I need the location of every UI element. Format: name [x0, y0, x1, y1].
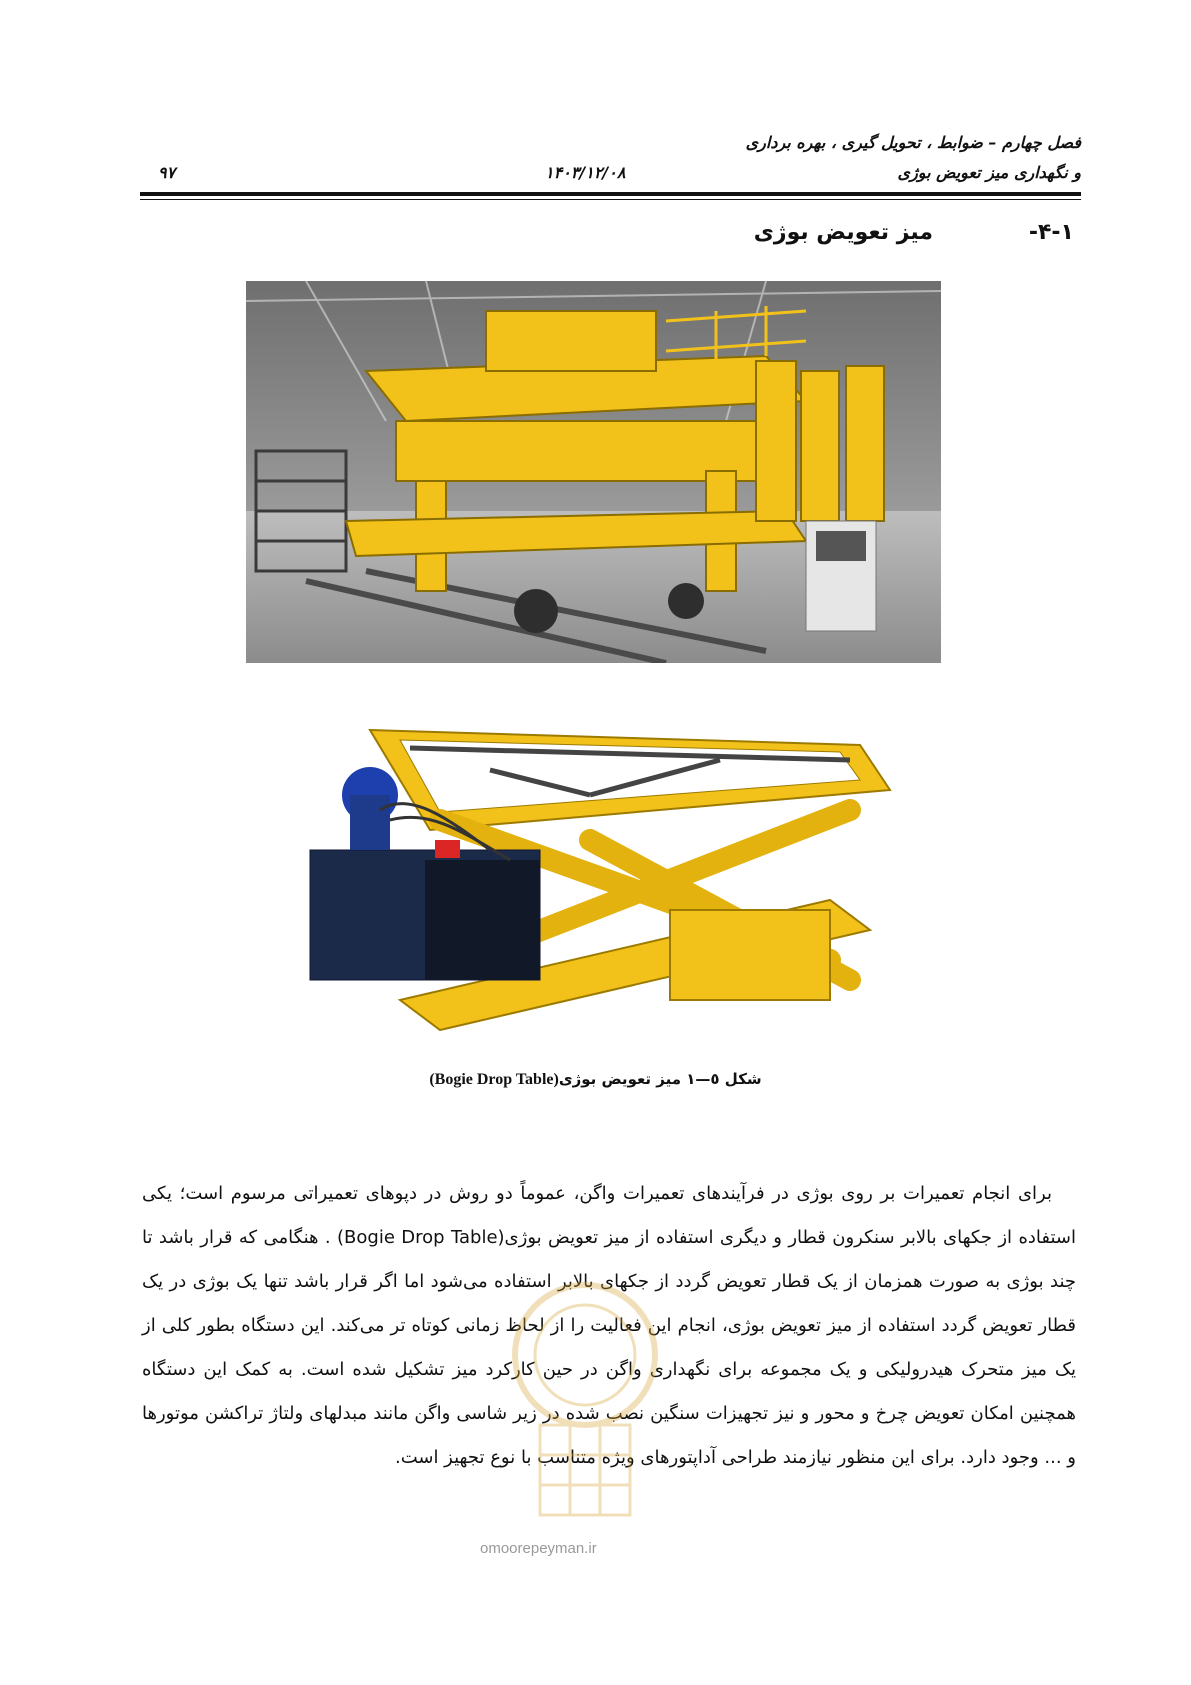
logo-seal-icon: [500, 1275, 670, 1525]
figure-caption-fa: شکل ٥—۱ میز تعویض بوژی: [558, 1070, 762, 1088]
scissor-table-illustration: [290, 700, 930, 1060]
body-paragraph: برای انجام تعمیرات بر روی بوژی در فرآیندهای تعمیرات واگن، عموماً دو روش در دپوهای تعمیراتی مرسوم است؛ یکی استفاده از جکهای بالابر سنکرون قطار و دیگری استفاده از میز تعویض بوژی(Bogie Drop Table) . هنگامی که قرار باشد تا چند بوژی به صورت همزمان از یک قطار تعویض گردد از جکهای بالابر استفاده می‌شود اما اگر قرار باشد تنها یک بوژی در یک قطار تعویض گردد استفاده از میز تعویض بوژی، انجام این فعالیت را از لحاظ زمانی کوتاه تر می‌کند. این دستگاه بطور کلی از یک میز متحرک هیدرولیکی و یک مجموعه برای نگهداری واگن در حین کارکرد میز تشکیل شده است. به کمک این دستگاه همچنین امکان تعویض چرخ و محور و نیز تجهیزات سنگین نصب شده در زیر شاسی واگن مانند مبدلهای ولتاژ تراکشن موتورها و ... وجود دارد. برای این منظور نیازمند طراحی آداپتورهای ویژه متناسب با نوع تجهیز است.: [142, 1183, 1076, 1468]
page-number: ۹۷: [158, 163, 176, 182]
bogie-drop-table-photo-scissor: [290, 700, 930, 1060]
header-row: [140, 163, 1081, 187]
header-date: ۱۴۰۳/۱۲/۰۸: [545, 163, 626, 182]
header-rule-thin: [140, 199, 1081, 200]
section-title: میز تعویض بوژی: [753, 220, 933, 245]
section-number: ۴-۱-: [1028, 220, 1074, 245]
header-rule-thick: [140, 192, 1081, 196]
figure-caption-en: (Bogie Drop Table): [429, 1071, 559, 1088]
bogie-drop-table-photo-workshop: [246, 281, 941, 663]
header-chapter-title: فصل چهارم – ضوابط ، تحویل گیری ، بهره برداری: [745, 133, 1081, 152]
watermark-site: omoorepeyman.ir: [480, 1540, 597, 1557]
header-subtitle: و نگهداری میز تعویض بوژی: [897, 163, 1081, 182]
figure-caption: [0, 1070, 1191, 1089]
workshop-illustration: [246, 281, 941, 663]
